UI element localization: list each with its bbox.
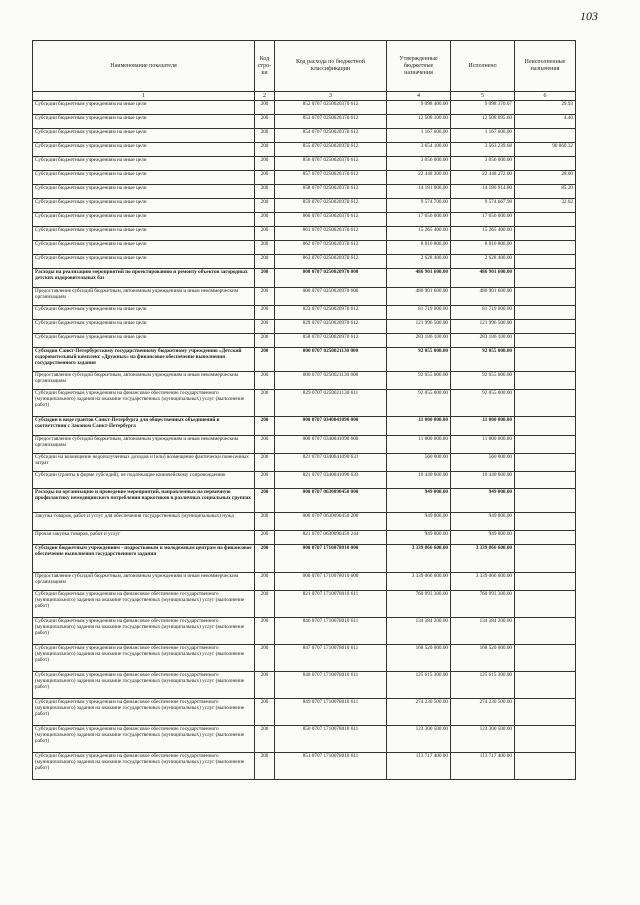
row-name: Субсидии бюджетным учреждениям на финансовое обеспечение государственного (муниципального) задания на оказание государственных (муниципальных) услуг (выполнение работ) — [33, 726, 255, 753]
column-index-row — [33, 92, 576, 101]
header-remaining: Неисполненные назначения — [515, 41, 576, 92]
row-classification-code: 000 0707 0250020970 600 — [275, 288, 387, 306]
row-classification-code: 858 0707 0250020370 612 — [275, 185, 387, 199]
row-code: 200 — [255, 171, 275, 185]
row-name: Субсидии бюджетным учреждениям на иные цели — [33, 157, 255, 171]
row-remaining-amount: 90 860.32 — [515, 143, 576, 157]
table-row — [33, 489, 576, 513]
row-executed-amount: 9 574 667.98 — [451, 199, 515, 213]
table-row — [33, 288, 576, 306]
row-name: Субсидии бюджетным учреждениям на иные цели — [33, 334, 255, 348]
row-remaining-amount — [515, 334, 576, 348]
row-approved-amount: 949 000.00 — [387, 489, 451, 513]
table-row — [33, 115, 576, 129]
row-code: 200 — [255, 320, 275, 334]
row-name: Субсидии бюджетным учреждениям на иные цели — [33, 115, 255, 129]
row-executed-amount: 134 384 200.00 — [451, 618, 515, 645]
row-code: 200 — [255, 591, 275, 618]
row-approved-amount: 14 181 000.00 — [387, 185, 451, 199]
row-remaining-amount — [515, 436, 576, 454]
row-approved-amount: 15 265 400.00 — [387, 227, 451, 241]
row-executed-amount: 15 265 400.00 — [451, 227, 515, 241]
row-remaining-amount — [515, 591, 576, 618]
header-name: Наименование показателя — [33, 41, 255, 92]
row-code: 200 — [255, 436, 275, 454]
row-executed-amount: 121 996 500.00 — [451, 320, 515, 334]
row-classification-code: 846 0707 1710078010 611 — [275, 618, 387, 645]
table-row — [33, 618, 576, 645]
row-name: Расходы на организацию и проведение мероприятий, направленных на первичную профилактику немедицинского потребления наркотиков в различных социальных группах — [33, 489, 255, 513]
row-classification-code: 829 0707 0250020970 612 — [275, 320, 387, 334]
row-approved-amount: 8 816 800.00 — [387, 241, 451, 255]
row-remaining-amount — [515, 372, 576, 390]
row-code: 200 — [255, 157, 275, 171]
row-executed-amount: 168 520 000.00 — [451, 645, 515, 672]
row-remaining-amount — [515, 227, 576, 241]
row-name: Предоставление субсидий бюджетным, автономным учреждениям и иным некоммерческим организациям — [33, 372, 255, 390]
row-approved-amount: 12 508 100.00 — [387, 115, 451, 129]
row-code: 200 — [255, 573, 275, 591]
row-executed-amount: 123 300 500.00 — [451, 726, 515, 753]
row-executed-amount: 274 230 500.00 — [451, 699, 515, 726]
row-classification-code: 859 0707 0250020370 612 — [275, 199, 387, 213]
table-row — [33, 573, 576, 591]
row-remaining-amount — [515, 348, 576, 372]
row-code: 200 — [255, 306, 275, 320]
row-classification-code: 823 0707 0250020970 612 — [275, 306, 387, 320]
row-executed-amount: 3 339 066 600.00 — [451, 545, 515, 573]
row-classification-code: 000 0707 0630090450 200 — [275, 513, 387, 531]
table-row — [33, 185, 576, 199]
row-code: 200 — [255, 101, 275, 115]
row-code: 200 — [255, 213, 275, 227]
row-approved-amount: 17 656 000.00 — [387, 213, 451, 227]
row-code: 200 — [255, 334, 275, 348]
row-remaining-amount — [515, 157, 576, 171]
row-classification-code: 863 0707 0250020370 612 — [275, 255, 387, 269]
row-classification-code: 000 0707 0250021130 000 — [275, 348, 387, 372]
row-remaining-amount — [515, 306, 576, 320]
row-code: 200 — [255, 288, 275, 306]
table-row — [33, 645, 576, 672]
row-name: Субсидии бюджетным учреждениям на иные цели — [33, 320, 255, 334]
row-approved-amount: 274 230 500.00 — [387, 699, 451, 726]
row-approved-amount: 3 339 066 600.00 — [387, 545, 451, 573]
row-approved-amount: 2 628 400.00 — [387, 255, 451, 269]
row-approved-amount: 121 996 500.00 — [387, 320, 451, 334]
row-remaining-amount — [515, 129, 576, 143]
row-name: Субсидии бюджетным учреждениям на финансовое обеспечение государственного (муниципального) задания на оказание государственных (муниципальных) услуг (выполнение работ) — [33, 753, 255, 780]
row-code: 200 — [255, 255, 275, 269]
row-remaining-amount — [515, 645, 576, 672]
row-classification-code: 853 0707 0250020370 612 — [275, 115, 387, 129]
row-approved-amount: 1 167 600.00 — [387, 129, 451, 143]
row-name: Субсидии бюджетным учреждениям на иные цели — [33, 101, 255, 115]
table-row — [33, 726, 576, 753]
row-approved-amount: 11 000 000.00 — [387, 417, 451, 436]
table-row — [33, 513, 576, 531]
table-header-row — [33, 41, 576, 92]
column-index: 2 — [255, 92, 275, 101]
row-code: 200 — [255, 545, 275, 573]
table-row — [33, 241, 576, 255]
row-code: 200 — [255, 417, 275, 436]
table-row — [33, 129, 576, 143]
row-remaining-amount — [515, 417, 576, 436]
row-code: 200 — [255, 241, 275, 255]
table-row — [33, 306, 576, 320]
row-approved-amount: 3 654 100.00 — [387, 143, 451, 157]
row-executed-amount: 1 167 600.00 — [451, 129, 515, 143]
row-code: 200 — [255, 618, 275, 645]
table-row — [33, 334, 576, 348]
row-name: Субсидии бюджетным учреждениям на иные цели — [33, 227, 255, 241]
row-approved-amount: 168 520 000.00 — [387, 645, 451, 672]
row-remaining-amount: 29.93 — [515, 101, 576, 115]
row-classification-code: 000 0707 0250021130 600 — [275, 372, 387, 390]
row-code: 200 — [255, 454, 275, 472]
row-classification-code: 856 0707 0250020370 612 — [275, 157, 387, 171]
row-executed-amount: 113 717 400.00 — [451, 753, 515, 780]
row-classification-code: 852 0707 0250020370 612 — [275, 101, 387, 115]
table-row — [33, 101, 576, 115]
row-approved-amount: 9 574 700.00 — [387, 199, 451, 213]
row-classification-code: 829 0707 0250021130 611 — [275, 390, 387, 417]
row-code: 200 — [255, 143, 275, 157]
table-row — [33, 672, 576, 699]
row-approved-amount: 134 384 200.00 — [387, 618, 451, 645]
row-classification-code: 861 0707 0250020370 612 — [275, 227, 387, 241]
row-classification-code: 000 0707 1710078010 600 — [275, 573, 387, 591]
row-classification-code: 000 0707 0250020970 000 — [275, 269, 387, 288]
row-approved-amount: 560 000.00 — [387, 454, 451, 472]
row-approved-amount: 125 615 300.00 — [387, 672, 451, 699]
row-remaining-amount — [515, 531, 576, 545]
row-name: Субсидии бюджетным учреждениям на иные цели — [33, 306, 255, 320]
row-executed-amount: 92 055 000.00 — [451, 390, 515, 417]
header-executed: Исполнено — [451, 41, 515, 92]
column-index: 6 — [515, 92, 576, 101]
row-code: 200 — [255, 348, 275, 372]
row-executed-amount: 949 000.00 — [451, 531, 515, 545]
row-remaining-amount — [515, 672, 576, 699]
row-executed-amount: 9 098 370.07 — [451, 101, 515, 115]
column-index: 1 — [33, 92, 255, 101]
row-name: Субсидии бюджетным учреждениям на иные цели — [33, 129, 255, 143]
row-approved-amount: 11 000 000.00 — [387, 436, 451, 454]
row-remaining-amount — [515, 545, 576, 573]
row-approved-amount: 486 901 600.00 — [387, 269, 451, 288]
row-executed-amount: 3 339 066 600.00 — [451, 573, 515, 591]
row-name: Субсидии бюджетным учреждениям на иные цели — [33, 171, 255, 185]
row-name: Предоставление субсидий бюджетным, автономным учреждениям и иным некоммерческим организациям — [33, 436, 255, 454]
row-name: Субсидия Санкт-Петербургскому государственному бюджетному учреждению «Детский оздоровительный комплекс «Дружных» на финансовое обеспечение выполнения государственного задания — [33, 348, 255, 372]
table-row — [33, 157, 576, 171]
row-remaining-amount — [515, 454, 576, 472]
row-approved-amount: 123 300 500.00 — [387, 726, 451, 753]
row-name: Субсидии бюджетным учреждениям на иные цели — [33, 213, 255, 227]
row-code: 200 — [255, 753, 275, 780]
row-approved-amount: 949 000.00 — [387, 513, 451, 531]
row-classification-code: 855 0707 0250020370 612 — [275, 143, 387, 157]
row-executed-amount: 22 448 272.00 — [451, 171, 515, 185]
row-executed-amount: 81 719 000.00 — [451, 306, 515, 320]
row-classification-code: 860 0707 0250020370 612 — [275, 213, 387, 227]
row-name: Субсидии бюджетным учреждениям на финансовое обеспечение государственного (муниципального) задания на оказание государственных (муниципальных) услуг (выполнение работ) — [33, 699, 255, 726]
row-approved-amount: 92 055 000.00 — [387, 372, 451, 390]
row-approved-amount: 760 993 300.00 — [387, 591, 451, 618]
table-row — [33, 348, 576, 372]
row-name: Субсидии на возмещение недополученных доходов и (или) возмещение фактически понесенных затрат — [33, 454, 255, 472]
row-classification-code: 851 0707 1710078010 611 — [275, 753, 387, 780]
row-executed-amount: 3 056 000.00 — [451, 157, 515, 171]
row-classification-code: 857 0707 0250020370 612 — [275, 171, 387, 185]
row-code: 200 — [255, 372, 275, 390]
column-index: 4 — [387, 92, 451, 101]
row-classification-code: 862 0707 0250020370 612 — [275, 241, 387, 255]
row-remaining-amount — [515, 573, 576, 591]
row-name: Субсидии бюджетным учреждениям на иные цели — [33, 199, 255, 213]
row-name: Субсидии бюджетным учреждениям на иные цели — [33, 255, 255, 269]
row-approved-amount: 3 056 000.00 — [387, 157, 451, 171]
table-row — [33, 171, 576, 185]
row-name: Субсидии бюджетным учреждениям на финансовое обеспечение государственного (муниципального) задания на оказание государственных (муниципальных) услуг (выполнение работ) — [33, 645, 255, 672]
row-executed-amount: 2 628 400.00 — [451, 255, 515, 269]
table-row — [33, 390, 576, 417]
table-row — [33, 269, 576, 288]
row-classification-code: 848 0707 1710078010 611 — [275, 672, 387, 699]
row-remaining-amount — [515, 390, 576, 417]
header-classification: Код расхода по бюджетной классификации — [275, 41, 387, 92]
row-remaining-amount — [515, 618, 576, 645]
row-remaining-amount — [515, 320, 576, 334]
row-remaining-amount — [515, 255, 576, 269]
row-remaining-amount: 28.00 — [515, 171, 576, 185]
row-code: 200 — [255, 472, 275, 489]
row-remaining-amount: 4.40 — [515, 115, 576, 129]
row-remaining-amount — [515, 513, 576, 531]
row-remaining-amount — [515, 241, 576, 255]
row-executed-amount: 486 901 600.00 — [451, 269, 515, 288]
row-code: 200 — [255, 513, 275, 531]
row-code: 200 — [255, 531, 275, 545]
row-name: Прочая закупка товаров, работ и услуг — [33, 531, 255, 545]
row-classification-code: 821 0707 1710078010 611 — [275, 591, 387, 618]
row-code: 200 — [255, 115, 275, 129]
row-classification-code: 821 0707 0340041090 631 — [275, 454, 387, 472]
row-name: Субсидии в виде грантов Санкт-Петербурга для общественных объединений в соответствии с Законом Санкт-Петербурга — [33, 417, 255, 436]
table-row — [33, 531, 576, 545]
header-code: Код стро-ки — [255, 41, 275, 92]
row-remaining-amount — [515, 269, 576, 288]
row-name: Субсидии (гранты в форме субсидий), не подлежащие казначейскому сопровождению — [33, 472, 255, 489]
row-executed-amount: 283 186 100.00 — [451, 334, 515, 348]
row-executed-amount: 949 000.00 — [451, 489, 515, 513]
row-remaining-amount — [515, 699, 576, 726]
row-name: Закупка товаров, работ и услуг для обеспечения государственных (муниципальных) нужд — [33, 513, 255, 531]
table-row — [33, 255, 576, 269]
row-approved-amount: 10 440 000.00 — [387, 472, 451, 489]
row-approved-amount: 949 000.00 — [387, 531, 451, 545]
row-approved-amount: 22 448 300.00 — [387, 171, 451, 185]
row-code: 200 — [255, 489, 275, 513]
column-index: 3 — [275, 92, 387, 101]
row-executed-amount: 92 055 000.00 — [451, 372, 515, 390]
table-body — [33, 101, 576, 780]
table-row — [33, 227, 576, 241]
table-row — [33, 213, 576, 227]
row-remaining-amount — [515, 726, 576, 753]
row-executed-amount: 3 563 239.68 — [451, 143, 515, 157]
row-classification-code: 000 0707 0340041090 600 — [275, 436, 387, 454]
row-classification-code: 000 0707 0340041090 000 — [275, 417, 387, 436]
table-row — [33, 472, 576, 489]
table-row — [33, 591, 576, 618]
column-index: 5 — [451, 92, 515, 101]
table-row — [33, 199, 576, 213]
row-executed-amount: 92 055 000.00 — [451, 348, 515, 372]
row-classification-code: 850 0707 1710078010 611 — [275, 726, 387, 753]
row-remaining-amount: 32.02 — [515, 199, 576, 213]
row-approved-amount: 3 339 066 600.00 — [387, 573, 451, 591]
row-code: 200 — [255, 199, 275, 213]
row-classification-code: 000 0707 1710078010 000 — [275, 545, 387, 573]
row-executed-amount: 760 993 300.00 — [451, 591, 515, 618]
row-name: Субсидии бюджетным учреждениям на финансовое обеспечение государственного (муниципального) задания на оказание государственных (муниципальных) услуг (выполнение работ) — [33, 591, 255, 618]
row-code: 200 — [255, 185, 275, 199]
page-number: 103 — [580, 9, 598, 23]
row-code: 200 — [255, 390, 275, 417]
row-remaining-amount — [515, 472, 576, 489]
row-code: 200 — [255, 645, 275, 672]
row-executed-amount: 12 508 095.60 — [451, 115, 515, 129]
row-executed-amount: 8 816 800.00 — [451, 241, 515, 255]
row-name: Субсидии бюджетным учреждениям на финансовое обеспечение государственного (муниципального) задания на оказание государственных (муниципальных) услуг (выполнение работ) — [33, 390, 255, 417]
row-approved-amount: 113 717 400.00 — [387, 753, 451, 780]
row-remaining-amount — [515, 489, 576, 513]
row-approved-amount: 92 055 000.00 — [387, 348, 451, 372]
row-name: Субсидии бюджетным учреждениям на иные цели — [33, 185, 255, 199]
row-approved-amount: 9 098 400.00 — [387, 101, 451, 115]
row-approved-amount: 283 186 100.00 — [387, 334, 451, 348]
row-executed-amount: 486 901 600.00 — [451, 288, 515, 306]
row-code: 200 — [255, 227, 275, 241]
row-code: 200 — [255, 129, 275, 143]
row-remaining-amount — [515, 213, 576, 227]
row-code: 200 — [255, 672, 275, 699]
row-name: Субсидии бюджетным учреждениям на иные цели — [33, 143, 255, 157]
row-name: Расходы на реализацию мероприятий по проектированию и ремонту объектов загородных детских оздоровительных баз — [33, 269, 255, 288]
row-remaining-amount: 85.20 — [515, 185, 576, 199]
row-approved-amount: 92 055 000.00 — [387, 390, 451, 417]
row-remaining-amount — [515, 288, 576, 306]
row-classification-code: 000 0707 0630090450 000 — [275, 489, 387, 513]
row-classification-code: 849 0707 1710078010 611 — [275, 699, 387, 726]
row-name: Предоставление субсидий бюджетным, автономным учреждениям и иным некоммерческим организациям — [33, 573, 255, 591]
row-approved-amount: 486 901 600.00 — [387, 288, 451, 306]
table-row — [33, 545, 576, 573]
row-executed-amount: 560 000.00 — [451, 454, 515, 472]
row-classification-code: 854 0707 0250020370 612 — [275, 129, 387, 143]
row-approved-amount: 81 719 000.00 — [387, 306, 451, 320]
header-approved: Утвержденные бюджетные назначения — [387, 41, 451, 92]
row-name: Субсидии бюджетным учреждениям - подростковым и молодежным центрам на финансовое обеспечение выполнения государственного задания — [33, 545, 255, 573]
table-row — [33, 436, 576, 454]
budget-execution-table — [32, 40, 576, 780]
row-executed-amount: 14 180 914.80 — [451, 185, 515, 199]
row-classification-code: 821 0707 0630090450 244 — [275, 531, 387, 545]
row-code: 200 — [255, 699, 275, 726]
row-executed-amount: 11 000 000.00 — [451, 417, 515, 436]
table-row — [33, 699, 576, 726]
row-code: 200 — [255, 269, 275, 288]
row-executed-amount: 10 440 000.00 — [451, 472, 515, 489]
row-name: Субсидии бюджетным учреждениям на иные цели — [33, 241, 255, 255]
row-classification-code: 858 0707 0250020970 612 — [275, 334, 387, 348]
row-remaining-amount — [515, 753, 576, 780]
table-row — [33, 143, 576, 157]
table-row — [33, 454, 576, 472]
table-row — [33, 417, 576, 436]
row-name: Предоставление субсидий бюджетным, автономным учреждениям и иным некоммерческим организациям — [33, 288, 255, 306]
row-executed-amount: 949 000.00 — [451, 513, 515, 531]
row-executed-amount: 125 615 300.00 — [451, 672, 515, 699]
table-row — [33, 372, 576, 390]
row-executed-amount: 11 000 000.00 — [451, 436, 515, 454]
table-row — [33, 753, 576, 780]
row-code: 200 — [255, 726, 275, 753]
row-name: Субсидии бюджетным учреждениям на финансовое обеспечение государственного (муниципального) задания на оказание государственных (муниципальных) услуг (выполнение работ) — [33, 618, 255, 645]
table-row — [33, 320, 576, 334]
row-classification-code: 821 0707 0340041090 633 — [275, 472, 387, 489]
row-name: Субсидии бюджетным учреждениям на финансовое обеспечение государственного (муниципального) задания на оказание государственных (муниципальных) услуг (выполнение работ) — [33, 672, 255, 699]
row-classification-code: 847 0707 1710078010 611 — [275, 645, 387, 672]
row-executed-amount: 17 656 000.00 — [451, 213, 515, 227]
